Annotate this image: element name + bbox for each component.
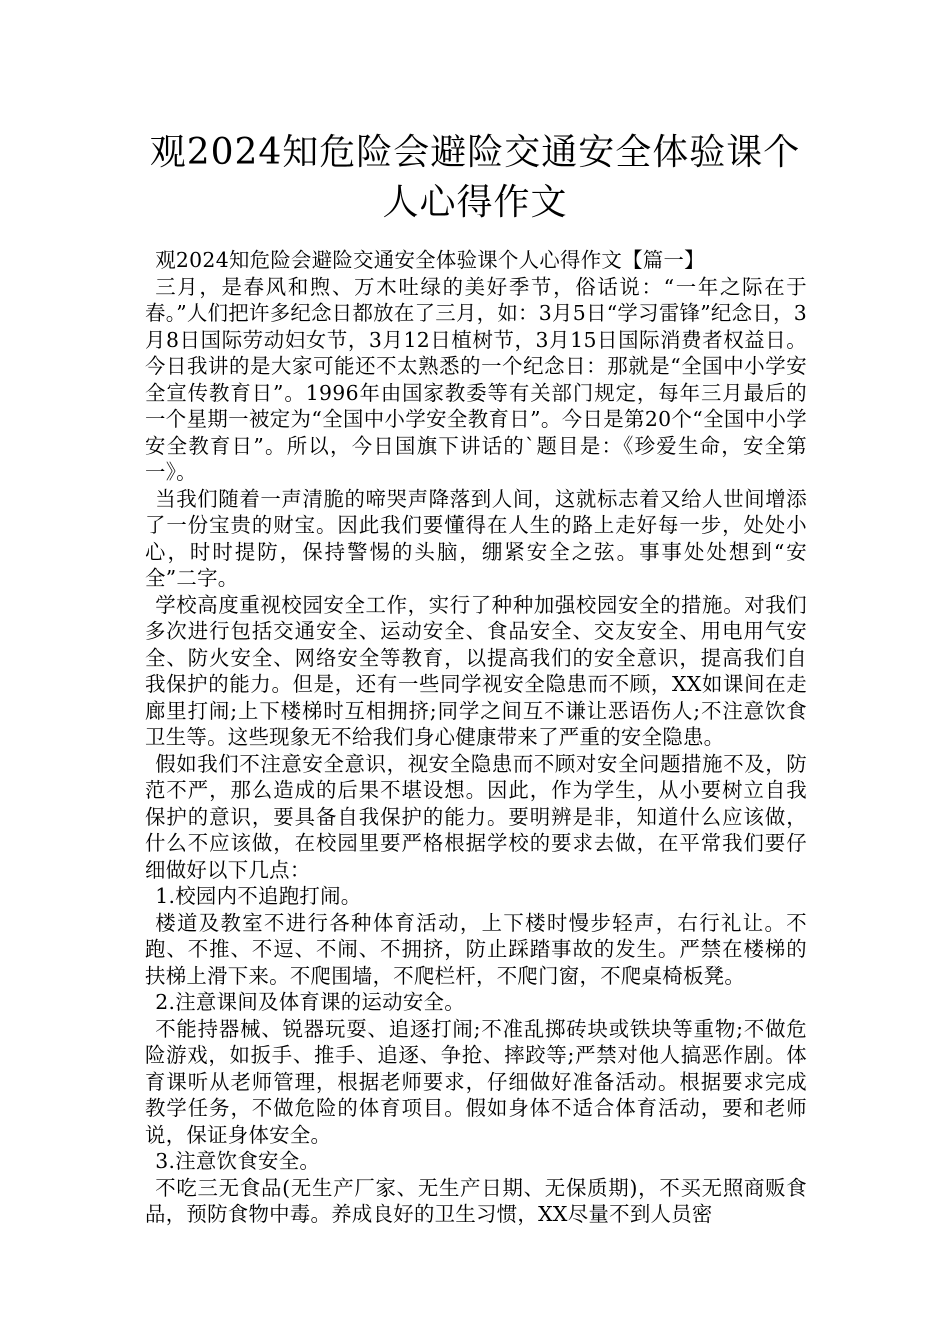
list-heading: 2.注意课间及体育课的运动安全。 [155, 990, 465, 1014]
paragraph: 学校高度重视校园安全工作，实行了种种加强校园安全的措施。对我们多次进行包括交通安全、运动安全、食品安全、交友安全、用电用气安全、防火安全、网络安全等教育，以提高我们的安全意识，提高我们自我保护的能力。但是，还有一些同学视安全隐患而不顾，XX如课间在走廊里打闹;上下楼梯时互相拥挤;同学之间互不谦让恶语伤人;不注意饮食卫生等。这些现象无不给我们身心健康带来了严重的安全隐患。 [145, 592, 807, 749]
list-heading: 3.注意饮食安全。 [155, 1149, 321, 1173]
paragraph: 楼道及教室不进行各种体育活动，上下楼时慢步轻声，右行礼让。不跑、不推、不逗、不闹、不拥挤，防止踩踏事故的发生。严禁在楼梯的扶梯上滑下来。不爬围墙，不爬栏杆，不爬门窗，不爬桌椅板凳。 [145, 910, 807, 988]
paragraph: 不能持器械、锐器玩耍、追逐打闹;不准乱掷砖块或铁块等重物;不做危险游戏，如扳手、推手、追逐、争抢、摔跤等;严禁对他人搞恶作剧。体育课听从老师管理，根据老师要求，仔细做好准备活动。根据要求完成教学任务，不做危险的体育项目。假如身体不适合体育活动，要和老师说，保证身体安全。 [145, 1016, 807, 1147]
paragraph: 假如我们不注意安全意识，视安全隐患而不顾对安全问题措施不及，防范不严，那么造成的后果不堪设想。因此，作为学生，从小要树立自我保护的意识，要具备自我保护的能力。要明辨是非，知道什么应该做，什么不应该做，在校园里要严格根据学校的要求去做，在平常我们要仔细做好以下几点： [145, 751, 807, 882]
section-heading: 观2024知危险会避险交通安全体验课个人心得作文【篇一】 [155, 248, 705, 272]
list-heading: 1.校园内不追跑打闹。 [155, 884, 362, 908]
paragraph: 当我们随着一声清脆的啼哭声降落到人间，这就标志着又给人世间增添了一份宝贵的财宝。因此我们要懂得在人生的路上走好每一步，处处小心，时时提防，保持警惕的头脑，绷紧安全之弦。事事处处想到“安全”二字。 [145, 486, 807, 590]
paragraph: 三月，是春风和煦、万木吐绿的美好季节，俗话说：“一年之际在于春。”人们把许多纪念日都放在了三月，如：3月5日“学习雷锋”纪念日，3月8日国际劳动妇女节，3月12日植树节，3月15日国际消费者权益日。今日我讲的是大家可能还不太熟悉的一个纪念日：那就是“全国中小学安全宣传教育日”。1996年由国家教委等有关部门规定，每年三月最后的一个星期一被定为“全国中小学安全教育日”。今日是第20个“全国中小学安全教育日”。所以，今日国旗下讲话的`题目是：《珍爱生命，安全第一》。 [145, 274, 807, 484]
document-title: 观2024知危险会避险交通安全体验课个人心得作文 [149, 132, 801, 223]
paragraph: 不吃三无食品(无生产厂家、无生产日期、无保质期)，不买无照商贩食品，预防食物中毒。养成良好的卫生习惯，XX尽量不到人员密 [145, 1175, 807, 1226]
document-body [145, 247, 807, 1228]
